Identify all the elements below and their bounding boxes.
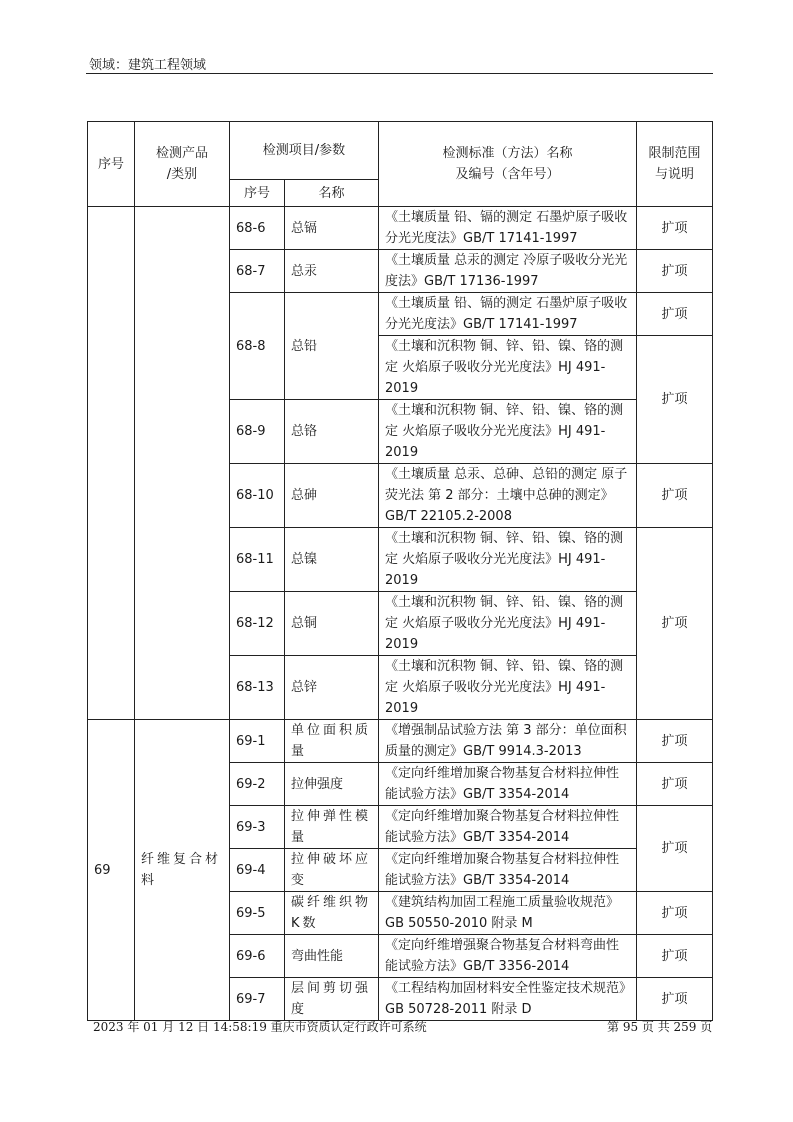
item-limit: 扩项 xyxy=(637,720,713,763)
item-seq: 68-8 xyxy=(230,293,285,400)
header-sub-name: 名称 xyxy=(285,180,379,207)
header-standard: 检测标准（方法）名称 及编号（含年号） xyxy=(379,122,637,207)
inspection-table xyxy=(87,121,713,1021)
item-seq: 68-12 xyxy=(230,592,285,656)
item-seq: 68-13 xyxy=(230,656,285,720)
item-seq: 69-5 xyxy=(230,892,285,935)
item-standard: 《定向纤维增加聚合物基复合材料拉伸性能试验方法》GB/T 3354-2014 xyxy=(379,849,637,892)
item-standard: 《增强制品试验方法 第 3 部分：单位面积质量的测定》GB/T 9914.3-2013 xyxy=(379,720,637,763)
header-limit: 限制范围 与说明 xyxy=(637,122,713,207)
item-name: 层间剪切强度 xyxy=(285,978,379,1021)
item-standard: 《土壤质量 铅、镉的测定 石墨炉原子吸收分光光度法》GB/T 17141-1997 xyxy=(379,293,637,336)
item-seq: 68-9 xyxy=(230,400,285,464)
group-seq-cell: 69 xyxy=(88,720,135,1021)
item-standard: 《建筑结构加固工程施工质量验收规范》GB 50550-2010 附录 M xyxy=(379,892,637,935)
footer-timestamp: 2023 年 01 月 12 日 14:58:19 重庆市资质认定行政许可系统 xyxy=(93,1020,427,1034)
item-name: 总汞 xyxy=(285,250,379,293)
item-name: 总镍 xyxy=(285,528,379,592)
item-standard: 《定向纤维增强聚合物基复合材料弯曲性能试验方法》GB/T 3356-2014 xyxy=(379,935,637,978)
item-limit: 扩项 xyxy=(637,464,713,528)
product-cell: 纤维复合材料 xyxy=(135,720,230,1021)
item-seq: 68-11 xyxy=(230,528,285,592)
header-sub-seq: 序号 xyxy=(230,180,285,207)
item-limit: 扩项 xyxy=(637,336,713,464)
footer-page-number: 第 95 页 共 259 页 xyxy=(607,1020,713,1034)
item-standard: 《土壤质量 总汞、总砷、总铅的测定 原子荧光法 第 2 部分：土壤中总砷的测定》GB/T 22105.2-2008 xyxy=(379,464,637,528)
header-seq: 序号 xyxy=(88,122,135,207)
item-seq: 69-7 xyxy=(230,978,285,1021)
group-seq-cell xyxy=(88,207,135,720)
item-standard: 《定向纤维增加聚合物基复合材料拉伸性能试验方法》GB/T 3354-2014 xyxy=(379,806,637,849)
item-standard: 《土壤和沉积物 铜、锌、铅、镍、铬的测定 火焰原子吸收分光光度法》HJ 491-2019 xyxy=(379,656,637,720)
item-seq: 68-10 xyxy=(230,464,285,528)
item-standard: 《土壤质量 总汞的测定 冷原子吸收分光光度法》GB/T 17136-1997 xyxy=(379,250,637,293)
item-seq: 69-2 xyxy=(230,763,285,806)
item-name: 总镉 xyxy=(285,207,379,250)
item-name: 总铅 xyxy=(285,293,379,400)
item-name: 拉伸弹性模量 xyxy=(285,806,379,849)
item-limit: 扩项 xyxy=(637,806,713,892)
item-limit: 扩项 xyxy=(637,528,713,720)
table-row xyxy=(88,720,713,763)
item-standard: 《土壤和沉积物 铜、锌、铅、镍、铬的测定 火焰原子吸收分光光度法》HJ 491-2019 xyxy=(379,528,637,592)
header-product: 检测产品 /类别 xyxy=(135,122,230,207)
item-standard: 《土壤和沉积物 铜、锌、铅、镍、铬的测定 火焰原子吸收分光光度法》HJ 491-2019 xyxy=(379,592,637,656)
item-standard: 《工程结构加固材料安全性鉴定技术规范》GB 50728-2011 附录 D xyxy=(379,978,637,1021)
product-cell xyxy=(135,207,230,720)
item-name: 总铬 xyxy=(285,400,379,464)
item-limit: 扩项 xyxy=(637,935,713,978)
item-seq: 69-3 xyxy=(230,806,285,849)
item-seq: 68-6 xyxy=(230,207,285,250)
item-name: 总铜 xyxy=(285,592,379,656)
header-item: 检测项目/参数 xyxy=(230,122,379,180)
item-limit: 扩项 xyxy=(637,250,713,293)
item-standard: 《土壤和沉积物 铜、锌、铅、镍、铬的测定 火焰原子吸收分光光度法》HJ 491-2019 xyxy=(379,336,637,400)
table-row xyxy=(88,207,713,250)
item-name: 总砷 xyxy=(285,464,379,528)
table-header-row xyxy=(88,122,713,180)
item-seq: 69-1 xyxy=(230,720,285,763)
item-seq: 69-6 xyxy=(230,935,285,978)
item-name: 总锌 xyxy=(285,656,379,720)
item-name: 拉伸破坏应变 xyxy=(285,849,379,892)
item-name: 拉伸强度 xyxy=(285,763,379,806)
item-standard: 《土壤和沉积物 铜、锌、铅、镍、铬的测定 火焰原子吸收分光光度法》HJ 491-2019 xyxy=(379,400,637,464)
item-name: 弯曲性能 xyxy=(285,935,379,978)
item-standard: 《土壤质量 铅、镉的测定 石墨炉原子吸收分光光度法》GB/T 17141-1997 xyxy=(379,207,637,250)
item-standard: 《定向纤维增加聚合物基复合材料拉伸性能试验方法》GB/T 3354-2014 xyxy=(379,763,637,806)
item-seq: 68-7 xyxy=(230,250,285,293)
item-name: 碳纤维织物K数 xyxy=(285,892,379,935)
item-seq: 69-4 xyxy=(230,849,285,892)
page-header-title: 领域：建筑工程领域 xyxy=(89,58,207,73)
item-limit: 扩项 xyxy=(637,207,713,250)
item-limit: 扩项 xyxy=(637,892,713,935)
item-limit: 扩项 xyxy=(637,293,713,336)
item-limit: 扩项 xyxy=(637,978,713,1021)
header-divider xyxy=(86,73,713,74)
item-limit: 扩项 xyxy=(637,763,713,806)
item-name: 单位面积质量 xyxy=(285,720,379,763)
